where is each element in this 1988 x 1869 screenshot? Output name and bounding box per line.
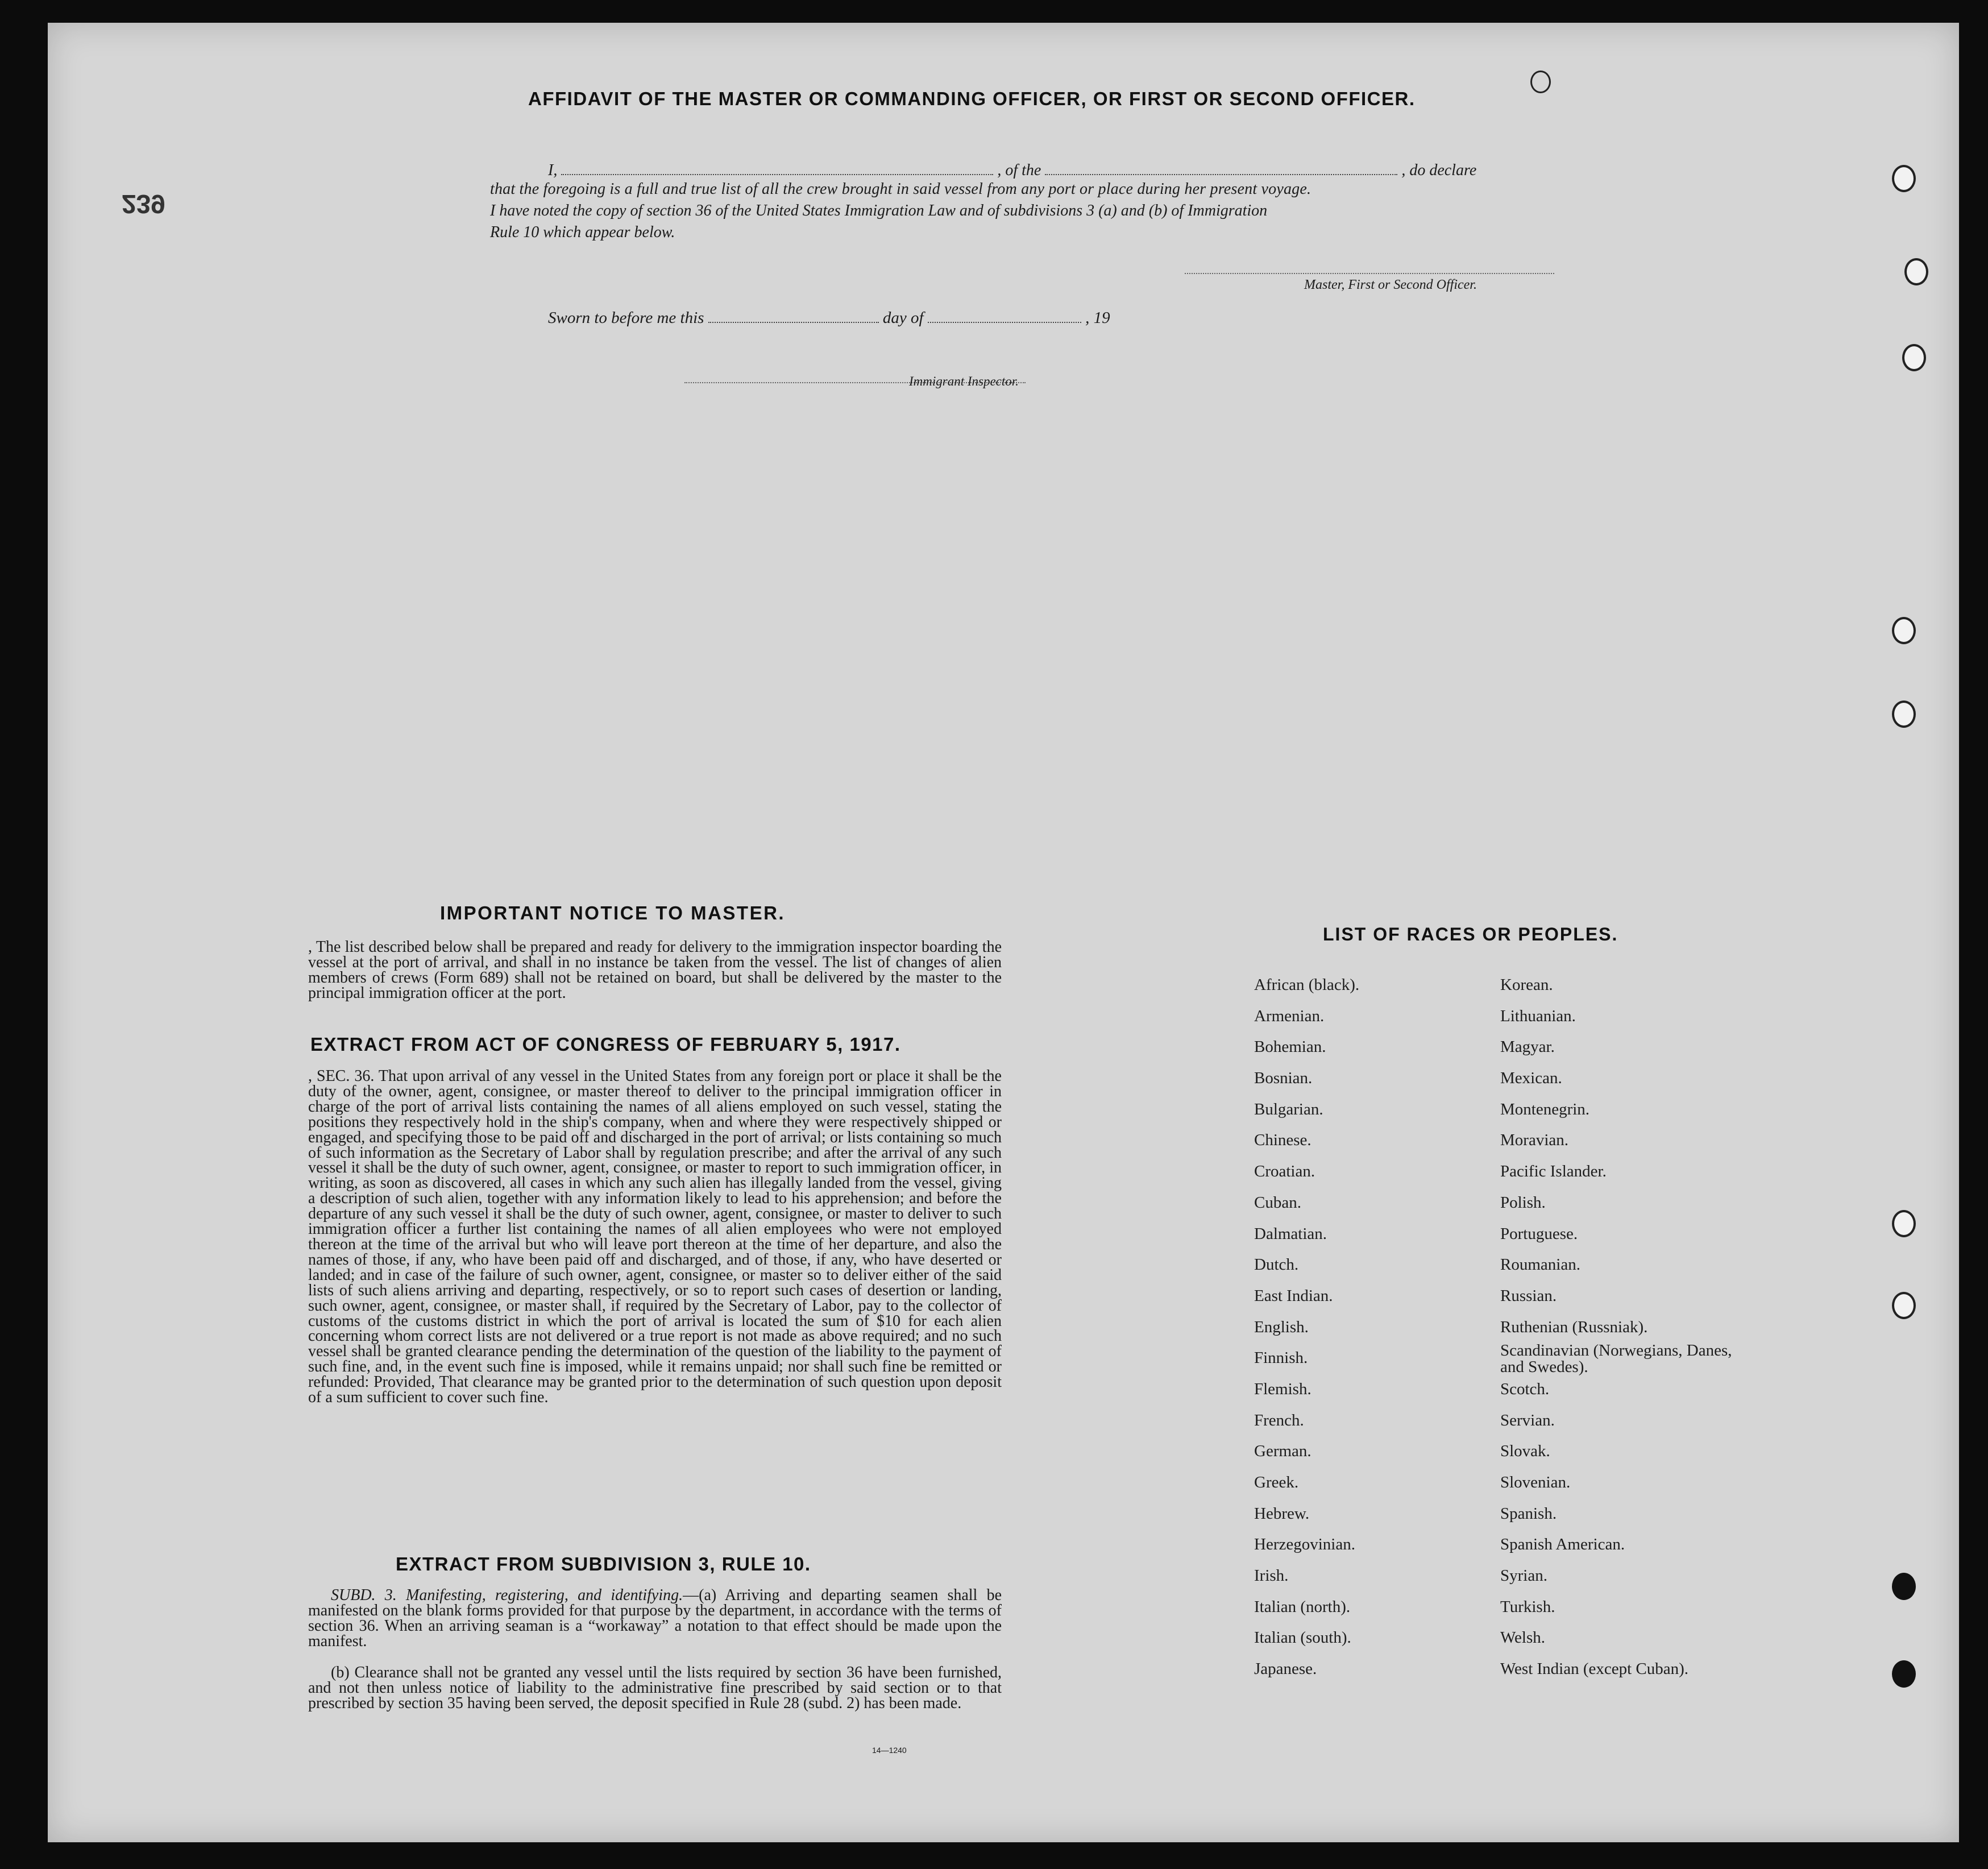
race-item: Portuguese.	[1500, 1224, 1578, 1243]
sworn-label: Sworn to before me this	[548, 309, 704, 327]
race-item: Chinese.	[1254, 1131, 1312, 1150]
race-item: Scotch.	[1500, 1379, 1550, 1398]
extract-rule-a	[308, 1588, 1002, 1649]
race-item: Dalmatian.	[1254, 1224, 1327, 1243]
race-item: Italian (north).	[1254, 1597, 1351, 1616]
race-item: Ruthenian (Russniak).	[1500, 1317, 1648, 1336]
rule-a-body: —(a) Arriving and departing seamen shall be manifested on the blank forms provided for that purpose by the department, in accordance with the terms of section 36. When an arriving seaman is a “workaway” a notation to that effect should be made upon the manifest.	[308, 1586, 1002, 1650]
race-item: Italian (south).	[1254, 1628, 1351, 1647]
master-name-field[interactable]	[561, 158, 993, 175]
race-item: Lithuanian.	[1500, 1006, 1576, 1025]
race-item: Turkish.	[1500, 1597, 1555, 1616]
race-item: Polish.	[1500, 1193, 1546, 1212]
race-item: Korean.	[1500, 976, 1553, 994]
race-item: French.	[1254, 1411, 1304, 1429]
race-item: Cuban.	[1254, 1193, 1301, 1212]
punch-hole	[1904, 258, 1928, 285]
affidavit-line1	[548, 158, 1476, 180]
rule-a-lead: SUBD. 3. Manifesting, registering, and identifying.	[331, 1586, 683, 1604]
race-item: Russian.	[1500, 1286, 1557, 1305]
races-right-column	[1500, 969, 1733, 1685]
sworn-day-field[interactable]	[708, 306, 879, 323]
race-item: Greek.	[1254, 1473, 1299, 1491]
signature-line[interactable]	[1185, 273, 1554, 274]
race-item: Pacific Islander.	[1500, 1162, 1607, 1181]
extract-act-title: EXTRACT FROM ACT OF CONGRESS OF FEBRUARY 5, 1917.	[310, 1034, 901, 1055]
race-item: Armenian.	[1254, 1006, 1325, 1025]
extract-rule-b: (b) Clearance shall not be granted any vessel until the lists required by section 36 have been furnished, and not then unless notice of liability to the administrative fine prescribed by said section or to that prescribed by section 35 having been served, the deposit specified in Rule 28 (subd. 2) has been made.	[308, 1664, 1002, 1712]
race-item: Mexican.	[1500, 1069, 1562, 1088]
punch-hole	[1902, 344, 1926, 371]
race-item: Irish.	[1254, 1567, 1289, 1585]
punch-hole	[1892, 165, 1916, 192]
race-item: Finnish.	[1254, 1349, 1308, 1367]
race-item: Moravian.	[1500, 1131, 1568, 1150]
stamp-number: 239	[122, 189, 165, 219]
race-item: Bulgarian.	[1254, 1100, 1323, 1118]
notice-title: IMPORTANT NOTICE TO MASTER.	[440, 902, 786, 923]
race-item: Magyar.	[1500, 1038, 1555, 1056]
punch-hole	[1892, 1660, 1916, 1688]
extract-act-text: , SEC. 36. That upon arrival of any vessel in the United States from any foreign port or place it shall be the duty of the owner, agent, consignee, or master thereof to deliver to the principal immigration officer in charge of the port of arrival lists containing the names of all aliens employed on such vessel, stating the positions they respectively hold in the ship's company, when and where they were respectively shipped or engaged, and specifying those to be paid off and discharged in the port of arrival; or lists containing so much of such information as the Secretary of Labor shall by regulation prescribe; and after the arrival of any such vessel it shall be the duty of such owner, agent, consignee, or master to report to such immigration officer, in writing, as soon as discovered, all cases in which any such alien has illegally landed from the vessel, giving a description of such alien, together with any information likely to lead to his apprehension; and before the departure of any such vessel it shall be the duty of such owner, agent, consignee, or master to deliver to such immigration officer a further list containing the names of all alien employees who were not employed thereon at the time of the arrival but who will leave port thereon at the time of her departure, and also the names of those, if any, who have been paid off and discharged, and of those, if any, who have deserted or landed; and in case of the failure of such owner, agent, consignee, or master so to deliver either of the said lists of such aliens arriving and departing, respectively, or so to report such cases of desertion or landing, such owner, agent, consignee, or master shall, if required by the Secretary of Labor, pay to the collector of customs of the customs district in which the port of arrival is located the sum of $10 for each alien concerning whom correct lists are not delivered or a true report is not made as above required; and no such vessel shall be granted clearance pending the determination of the question of the liability to the payment of such fine, and, in the event such fine is imposed, while it remains unpaid; nor shall such fine be remitted or refunded: Provided, That clearance may be granted prior to the determination of such question upon deposit of a sum sufficient to cover such fine.	[308, 1067, 1002, 1407]
race-item: Hebrew.	[1254, 1504, 1310, 1523]
notice-text: , The list described below shall be prepared and ready for delivery to the immigration inspector boarding the vessel at the port of arrival, and shall in no instance be taken from the vessel. The list of changes of alien members of crews (Form 689) shall not be retained on board, but shall be delivered by the master to the principal immigration officer at the port.	[308, 938, 1002, 1002]
race-item: Welsh.	[1500, 1628, 1546, 1647]
punch-hole	[1530, 71, 1551, 93]
race-item: Slovak.	[1500, 1442, 1550, 1461]
affidavit-i-label: I,	[548, 161, 558, 179]
race-item: West Indian (except Cuban).	[1500, 1660, 1689, 1679]
race-item: German.	[1254, 1442, 1312, 1461]
affidavit-title: AFFIDAVIT OF THE MASTER OR COMMANDING OFFICER, OR FIRST OR SECOND OFFICER.	[528, 88, 1416, 109]
affidavit-line3: I have noted the copy of section 36 of the United States Immigration Law and of subdivisions 3 (a) and (b) of Immigration	[490, 202, 1268, 219]
race-item: Scandinavian (Norwegians, Danes, and Swedes).	[1500, 1341, 1732, 1377]
race-item: Roumanian.	[1500, 1255, 1580, 1274]
year-label: , 19	[1085, 309, 1110, 327]
race-item: Servian.	[1500, 1411, 1555, 1429]
race-item: Slovenian.	[1500, 1473, 1571, 1491]
sworn-line	[548, 306, 1110, 328]
punch-hole	[1892, 1573, 1916, 1600]
inspector-label: Immigrant Inspector.	[909, 374, 1019, 388]
affidavit-line2: that the foregoing is a full and true list of all the crew brought in said vessel from any port or place during her present voyage.	[490, 180, 1312, 198]
race-item: Spanish.	[1500, 1504, 1557, 1523]
race-item: Croatian.	[1254, 1162, 1315, 1181]
punch-hole	[1892, 1210, 1916, 1237]
affidavit-declare-label: , do declare	[1401, 161, 1477, 179]
form-number: 14—1240	[872, 1746, 907, 1755]
sworn-month-field[interactable]	[928, 306, 1081, 323]
race-item: East Indian.	[1254, 1286, 1333, 1305]
race-item: Bohemian.	[1254, 1038, 1326, 1056]
race-item: English.	[1254, 1317, 1309, 1336]
race-item: Flemish.	[1254, 1379, 1312, 1398]
race-item: African (black).	[1254, 976, 1360, 994]
affidavit-line4: Rule 10 which appear below.	[490, 223, 675, 241]
race-item: Bosnian.	[1254, 1069, 1313, 1088]
race-item: Spanish American.	[1500, 1535, 1625, 1554]
race-item: Syrian.	[1500, 1567, 1547, 1585]
extract-rule-title: EXTRACT FROM SUBDIVISION 3, RULE 10.	[396, 1553, 811, 1574]
punch-hole	[1892, 1292, 1916, 1319]
races-title: LIST OF RACES OR PEOPLES.	[1323, 924, 1618, 944]
race-item: Japanese.	[1254, 1660, 1317, 1679]
race-item: Montenegrin.	[1500, 1100, 1590, 1118]
race-item: Dutch.	[1254, 1255, 1299, 1274]
races-left-column	[1254, 969, 1359, 1685]
race-item: Herzegovinian.	[1254, 1535, 1355, 1554]
vessel-name-field[interactable]	[1045, 158, 1397, 175]
affidavit-of-the-label: , of the	[997, 161, 1041, 179]
document-sheet	[48, 23, 1959, 1842]
punch-hole	[1892, 701, 1916, 728]
signature-label: Master, First or Second Officer.	[1304, 277, 1477, 292]
punch-hole	[1892, 617, 1916, 644]
day-of-label: day of	[882, 309, 924, 327]
